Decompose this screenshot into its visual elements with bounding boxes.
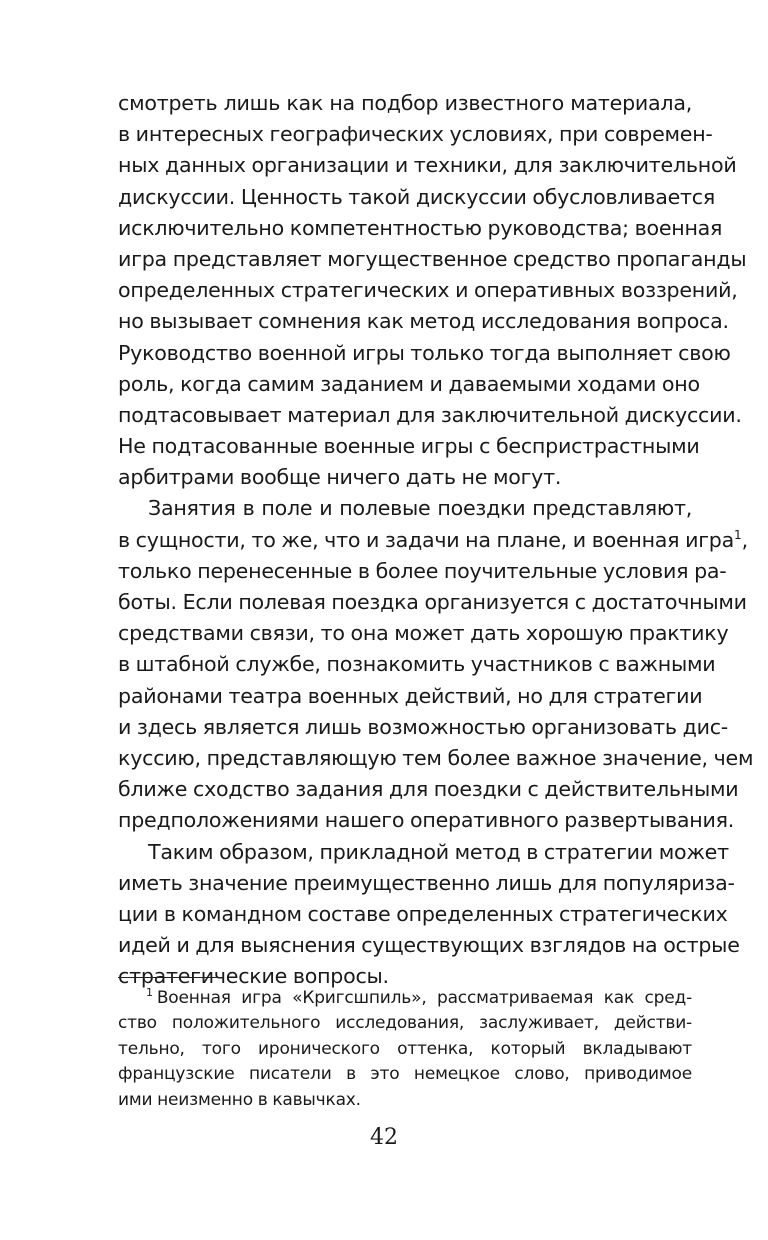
footnote-line: французские писатели в это немецкое слово, приводимое [118, 1064, 692, 1085]
text-line: ных данных организации и техники, для заключительной [118, 153, 737, 178]
paragraph-3 [118, 837, 740, 993]
paragraph-1 [118, 88, 747, 493]
text-line: идей и для выяснения существующих взглядов на острые [118, 933, 740, 958]
main-text [118, 88, 754, 992]
footnote-line [118, 986, 692, 1011]
text-line: только перенесенные в более поучительные условия ра- [118, 558, 727, 583]
footnote-ref[interactable]: 1 [734, 527, 742, 542]
text-segment: , [741, 527, 748, 552]
footnote-divider [118, 977, 224, 978]
footnote-line: тельно, того иронического оттенка, который вкладывают [118, 1038, 692, 1059]
text-line: исключительно компетентностью руководства; военная [118, 215, 723, 240]
text-line: средствами связи, то она может дать хорошую практику [118, 621, 729, 646]
text-line: ции в командном составе определенных стратегических [118, 901, 728, 926]
text-line: Руководство военной игры только тогда выполняет свою [118, 340, 731, 365]
text-line: определенных стратегических и оперативных воззрений, [118, 278, 738, 303]
text-line: в штабной службе, познакомить участников с важными [118, 652, 716, 677]
footnote [118, 986, 692, 1113]
text-line: роль, когда самим заданием и даваемыми ходами оно [118, 371, 700, 396]
text-line: и здесь является лишь возможностью организовать дис- [118, 714, 728, 739]
text-line: Занятия в поле и полевые поездки представляют, [148, 496, 692, 521]
text-line: подтасовывает материал для заключительной дискуссии. [118, 402, 742, 427]
text-line: стратегические вопросы. [118, 964, 389, 989]
text-line: иметь значение преимущественно лишь для популяриза- [118, 870, 735, 895]
page-number: 42 [370, 1125, 398, 1150]
text-line: игра представляет могущественное средство пропаганды [118, 246, 747, 271]
text-line: но вызывает сомнения как метод исследования вопроса. [118, 309, 729, 334]
text-line: предположениями нашего оперативного развертывания. [118, 808, 735, 833]
text-line: дискуссии. Ценность такой дискуссии обусловливается [118, 184, 716, 209]
text-line: боты. Если полевая поездка организуется с достаточными [118, 590, 747, 614]
text-line: куссию, представляющую тем более важное значение, чем [118, 745, 754, 770]
footnote-line: ими неизменно в кавычках. [118, 1089, 361, 1110]
text-line: Таким образом, прикладной метод в стратегии может [148, 839, 729, 864]
text-line: районами театра военных действий, но для стратегии [118, 683, 703, 708]
text-line-with-footnote-ref [118, 525, 748, 556]
text-line: в интересных географических условиях, при современ- [118, 122, 713, 147]
text-line: арбитрами вообще ничего дать не могут. [118, 465, 562, 490]
text-line: смотреть лишь как на подбор известного материала, [118, 91, 692, 115]
text-line: Не подтасованные военные игры с беспристрастными [118, 434, 700, 459]
paragraph-2 [118, 493, 754, 836]
footnote-mark: 1 [146, 986, 153, 1000]
text-line: ближе сходство задания для поездки с действительными [118, 777, 739, 802]
text-segment: Военная игра «Кригсшпиль», рассматриваемая как сред- [156, 988, 692, 1008]
text-segment: в сущности, то же, что и задачи на плане, и военная игра [118, 527, 734, 552]
footnote-line: ство положительного исследования, заслуживает, действи- [118, 1013, 692, 1034]
